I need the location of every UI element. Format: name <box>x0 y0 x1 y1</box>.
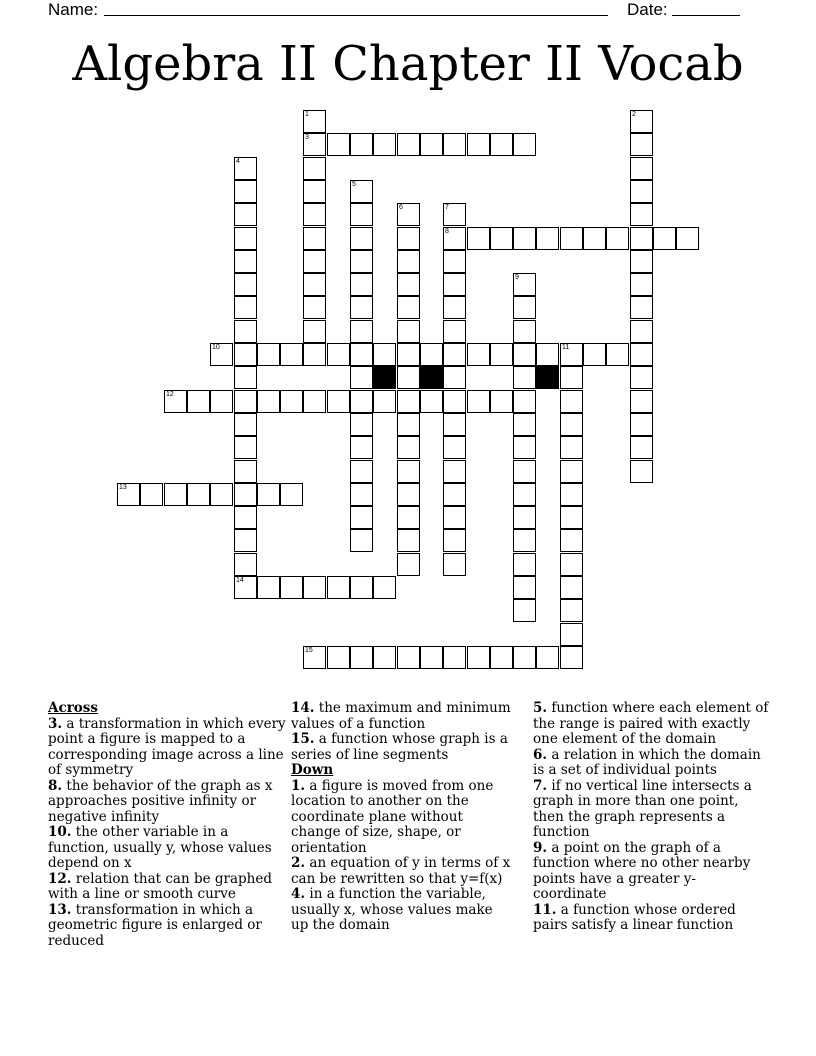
grid-cell[interactable] <box>280 576 303 599</box>
grid-cell[interactable] <box>560 646 583 669</box>
grid-cell[interactable] <box>490 343 513 366</box>
grid-cell[interactable] <box>397 506 420 529</box>
clue-down-4: 4. in a function the variable, usually x, whose values make up the domain <box>291 886 493 933</box>
clue-across-15: 15. a function whose graph is a series of line segments <box>291 731 508 763</box>
grid-cell[interactable] <box>280 343 303 366</box>
grid-cell[interactable] <box>397 133 420 156</box>
grid-cell[interactable] <box>630 460 653 483</box>
grid-cell[interactable] <box>630 133 653 156</box>
grid-cell[interactable] <box>420 390 443 413</box>
grid-cell[interactable] <box>420 646 443 669</box>
grid-cell[interactable] <box>350 343 373 366</box>
grid-cell[interactable] <box>350 646 373 669</box>
grid-cell[interactable] <box>234 180 257 203</box>
clue-number: 5 <box>352 181 356 188</box>
grid-cell[interactable] <box>443 553 466 576</box>
date-label: Date: <box>627 0 668 19</box>
grid-cell[interactable] <box>583 227 606 250</box>
grid-cell[interactable] <box>513 390 536 413</box>
clue-number: 1 <box>305 111 309 118</box>
grid-cell[interactable] <box>350 366 373 389</box>
grid-cell[interactable] <box>140 483 163 506</box>
grid-cell[interactable] <box>397 250 420 273</box>
clue-across-12: 12. relation that can be graphed with a line or smooth curve <box>48 870 272 902</box>
grid-cell[interactable] <box>350 529 373 552</box>
grid-cell[interactable] <box>560 599 583 622</box>
clue-down-11: 11. a function whose ordered pairs satisfy a linear function <box>533 901 736 933</box>
grid-cell[interactable] <box>280 483 303 506</box>
grid-cell[interactable] <box>560 227 583 250</box>
grid-cell[interactable] <box>234 296 257 319</box>
grid-cell[interactable] <box>397 436 420 459</box>
clue-across-3: 3. a transformation in which every point a figure is mapped to a corresponding image across a line of symmetry <box>48 715 286 778</box>
grid-cell[interactable] <box>536 227 559 250</box>
grid-cell[interactable] <box>490 646 513 669</box>
grid-cell[interactable] <box>397 460 420 483</box>
grid-cell[interactable] <box>303 273 326 296</box>
grid-cell[interactable] <box>303 343 326 366</box>
grid-cell[interactable] <box>303 133 326 156</box>
grid-cell[interactable] <box>467 343 490 366</box>
grid-cell[interactable] <box>234 576 257 599</box>
grid-cell[interactable] <box>560 460 583 483</box>
grid-cell[interactable] <box>467 133 490 156</box>
grid-cell[interactable] <box>443 273 466 296</box>
grid-cell[interactable] <box>164 483 187 506</box>
grid-cell[interactable] <box>420 343 443 366</box>
grid-cell[interactable] <box>303 320 326 343</box>
grid-cell[interactable] <box>397 227 420 250</box>
clue-down-1: 1. a figure is moved from one location to another on the coordinate plane without change of size, shape, or orientation <box>291 777 494 856</box>
grid-cell[interactable] <box>630 296 653 319</box>
grid-cell[interactable] <box>397 273 420 296</box>
grid-cell[interactable] <box>513 436 536 459</box>
grid-cell[interactable] <box>513 273 536 296</box>
grid-cell[interactable] <box>513 296 536 319</box>
grid-cell[interactable] <box>327 576 350 599</box>
grid-cell[interactable] <box>303 110 326 133</box>
grid-cell[interactable] <box>443 227 466 250</box>
grid-cell[interactable] <box>630 203 653 226</box>
grid-cell[interactable] <box>373 576 396 599</box>
across-heading: Across <box>48 700 99 716</box>
grid-cell[interactable] <box>397 343 420 366</box>
grid-cell[interactable] <box>443 296 466 319</box>
grid-cell[interactable] <box>513 553 536 576</box>
grid-cell[interactable] <box>303 646 326 669</box>
grid-cell[interactable] <box>303 157 326 180</box>
clue-number: 12 <box>166 391 174 398</box>
grid-cell[interactable] <box>234 250 257 273</box>
clue-down-2: 2. an equation of y in terms of x can be rewritten so that y=f(x) <box>291 855 511 887</box>
grid-cell[interactable] <box>630 180 653 203</box>
grid-cell[interactable] <box>630 250 653 273</box>
grid-cell[interactable] <box>397 320 420 343</box>
grid-cell[interactable] <box>443 413 466 436</box>
grid-cell[interactable] <box>513 599 536 622</box>
grid-cell[interactable] <box>513 483 536 506</box>
grid-cell[interactable] <box>443 646 466 669</box>
grid-cell[interactable] <box>303 296 326 319</box>
grid-cell[interactable] <box>350 460 373 483</box>
clue-down-7: 7. if no vertical line intersects a graph in more than one point, then the graph represents a function <box>533 777 752 840</box>
grid-cell[interactable] <box>443 366 466 389</box>
clue-number: 10 <box>212 344 220 351</box>
grid-cell[interactable] <box>234 227 257 250</box>
grid-cell[interactable] <box>350 413 373 436</box>
grid-cell[interactable] <box>560 483 583 506</box>
clue-number: 7 <box>445 204 449 211</box>
grid-cell[interactable] <box>397 366 420 389</box>
clues-column-2 <box>291 701 513 934</box>
clue-down-9: 9. a point on the graph of a function where no other nearby points have a greater y-coordinate <box>533 839 751 902</box>
grid-cell[interactable] <box>560 529 583 552</box>
grid-cell[interactable] <box>513 343 536 366</box>
grid-cell[interactable] <box>443 250 466 273</box>
grid-cell[interactable] <box>513 413 536 436</box>
grid-cell[interactable] <box>350 133 373 156</box>
grid-cell[interactable] <box>443 436 466 459</box>
grid-cell[interactable] <box>583 343 606 366</box>
grid-cell[interactable] <box>257 343 280 366</box>
grid-cell[interactable] <box>350 227 373 250</box>
grid-cell[interactable] <box>303 390 326 413</box>
grid-cell[interactable] <box>467 390 490 413</box>
grid-cell[interactable] <box>397 553 420 576</box>
clue-number: 3 <box>305 134 309 141</box>
grid-cell[interactable] <box>443 390 466 413</box>
clue-across-14: 14. the maximum and minimum values of a function <box>291 700 511 732</box>
grid-cell[interactable] <box>560 553 583 576</box>
grid-cell[interactable] <box>257 390 280 413</box>
grid-cell[interactable] <box>303 250 326 273</box>
grid-cell[interactable] <box>467 227 490 250</box>
grid-cell[interactable] <box>234 343 257 366</box>
grid-cell[interactable] <box>560 366 583 389</box>
grid-cell[interactable] <box>513 133 536 156</box>
name-label: Name: <box>48 0 99 19</box>
grid-cell[interactable] <box>560 506 583 529</box>
clue-across-13: 13. transformation in which a geometric figure is enlarged or reduced <box>48 901 262 949</box>
grid-cell[interactable] <box>303 227 326 250</box>
grid-cell[interactable] <box>560 436 583 459</box>
grid-cell[interactable] <box>560 413 583 436</box>
grid-cell[interactable] <box>536 646 559 669</box>
grid-cell[interactable] <box>280 390 303 413</box>
grid-cell[interactable] <box>350 273 373 296</box>
grid-cell[interactable] <box>234 320 257 343</box>
grid-cell[interactable] <box>234 483 257 506</box>
grid-cell[interactable] <box>490 227 513 250</box>
grid-cell[interactable] <box>234 390 257 413</box>
down-heading: Down <box>291 762 334 778</box>
grid-cell[interactable] <box>350 203 373 226</box>
grid-cell[interactable] <box>397 296 420 319</box>
grid-cell[interactable] <box>536 343 559 366</box>
grid-cell[interactable] <box>234 273 257 296</box>
grid-cell[interactable] <box>606 227 629 250</box>
grid-cell[interactable] <box>630 413 653 436</box>
grid-cell[interactable] <box>420 133 443 156</box>
clue-number: 15 <box>305 647 313 654</box>
grid-cell[interactable] <box>443 506 466 529</box>
grid-cell[interactable] <box>187 483 210 506</box>
grid-cell[interactable] <box>513 576 536 599</box>
grid-cell[interactable] <box>257 576 280 599</box>
clue-number: 8 <box>445 228 449 235</box>
grid-cell[interactable] <box>560 623 583 646</box>
clue-number: 9 <box>515 274 519 281</box>
clues-column-1 <box>48 701 288 949</box>
grid-cell[interactable] <box>350 436 373 459</box>
grid-cell[interactable] <box>397 646 420 669</box>
grid-cell[interactable] <box>513 320 536 343</box>
grid-cell[interactable] <box>234 203 257 226</box>
grid-cell[interactable] <box>397 413 420 436</box>
grid-cell[interactable] <box>397 529 420 552</box>
grid-block <box>536 366 559 389</box>
clue-number: 11 <box>562 344 570 351</box>
grid-cell[interactable] <box>513 460 536 483</box>
grid-cell[interactable] <box>443 133 466 156</box>
grid-cell[interactable] <box>117 483 140 506</box>
grid-cell[interactable] <box>513 646 536 669</box>
grid-cell[interactable] <box>164 390 187 413</box>
grid-cell[interactable] <box>373 390 396 413</box>
grid-cell[interactable] <box>350 250 373 273</box>
grid-cell[interactable] <box>210 390 233 413</box>
clue-across-10: 10. the other variable in a function, usually y, whose values depend on x <box>48 824 272 871</box>
grid-cell[interactable] <box>630 110 653 133</box>
grid-cell[interactable] <box>630 227 653 250</box>
grid-cell[interactable] <box>234 413 257 436</box>
grid-cell[interactable] <box>234 506 257 529</box>
grid-cell[interactable] <box>234 460 257 483</box>
grid-cell[interactable] <box>234 529 257 552</box>
grid-cell[interactable] <box>513 506 536 529</box>
grid-cell[interactable] <box>606 343 629 366</box>
grid-cell[interactable] <box>350 180 373 203</box>
clue-number: 6 <box>399 204 403 211</box>
grid-cell[interactable] <box>234 553 257 576</box>
grid-cell[interactable] <box>350 296 373 319</box>
clue-number: 2 <box>632 111 636 118</box>
grid-cell[interactable] <box>653 227 676 250</box>
grid-cell[interactable] <box>560 390 583 413</box>
grid-cell[interactable] <box>303 203 326 226</box>
grid-cell[interactable] <box>397 390 420 413</box>
grid-cell[interactable] <box>443 460 466 483</box>
clue-down-5: 5. function where each element of the range is paired with exactly one element of the domain <box>533 700 769 747</box>
grid-cell[interactable] <box>327 646 350 669</box>
grid-cell[interactable] <box>490 133 513 156</box>
grid-cell[interactable] <box>630 390 653 413</box>
grid-cell[interactable] <box>210 343 233 366</box>
grid-cell[interactable] <box>303 180 326 203</box>
clue-number: 14 <box>236 577 244 584</box>
grid-cell[interactable] <box>443 203 466 226</box>
grid-cell[interactable] <box>234 157 257 180</box>
grid-cell[interactable] <box>630 320 653 343</box>
grid-cell[interactable] <box>676 227 699 250</box>
clue-number: 4 <box>236 158 240 165</box>
grid-cell[interactable] <box>373 646 396 669</box>
grid-cell[interactable] <box>257 483 280 506</box>
grid-cell[interactable] <box>397 483 420 506</box>
grid-cell[interactable] <box>443 529 466 552</box>
grid-cell[interactable] <box>630 157 653 180</box>
page-title: Algebra II Chapter II Vocab <box>72 36 744 92</box>
grid-cell[interactable] <box>210 483 233 506</box>
grid-cell[interactable] <box>234 366 257 389</box>
grid-cell[interactable] <box>513 227 536 250</box>
grid-block <box>373 366 396 389</box>
grid-cell[interactable] <box>234 436 257 459</box>
grid-cell[interactable] <box>513 529 536 552</box>
grid-cell[interactable] <box>467 646 490 669</box>
grid-block <box>420 366 443 389</box>
grid-cell[interactable] <box>350 390 373 413</box>
clues-column-3 <box>533 701 769 934</box>
grid-cell[interactable] <box>560 343 583 366</box>
grid-cell[interactable] <box>350 576 373 599</box>
grid-cell[interactable] <box>350 320 373 343</box>
grid-cell[interactable] <box>187 390 210 413</box>
grid-cell[interactable] <box>327 133 350 156</box>
grid-cell[interactable] <box>327 390 350 413</box>
grid-cell[interactable] <box>560 576 583 599</box>
grid-cell[interactable] <box>630 343 653 366</box>
grid-cell[interactable] <box>630 436 653 459</box>
grid-cell[interactable] <box>443 320 466 343</box>
grid-cell[interactable] <box>373 133 396 156</box>
grid-cell[interactable] <box>327 343 350 366</box>
grid-cell[interactable] <box>490 390 513 413</box>
grid-cell[interactable] <box>443 343 466 366</box>
grid-cell[interactable] <box>350 483 373 506</box>
grid-cell[interactable] <box>397 203 420 226</box>
grid-cell[interactable] <box>443 483 466 506</box>
grid-cell[interactable] <box>630 366 653 389</box>
grid-cell[interactable] <box>630 273 653 296</box>
grid-cell[interactable] <box>303 576 326 599</box>
grid-cell[interactable] <box>513 366 536 389</box>
clue-down-6: 6. a relation in which the domain is a set of individual points <box>533 746 761 778</box>
grid-cell[interactable] <box>350 506 373 529</box>
clue-across-8: 8. the behavior of the graph as x approaches positive infinity or negative infinity <box>48 777 273 825</box>
grid-cell[interactable] <box>373 343 396 366</box>
clue-number: 13 <box>119 484 127 491</box>
